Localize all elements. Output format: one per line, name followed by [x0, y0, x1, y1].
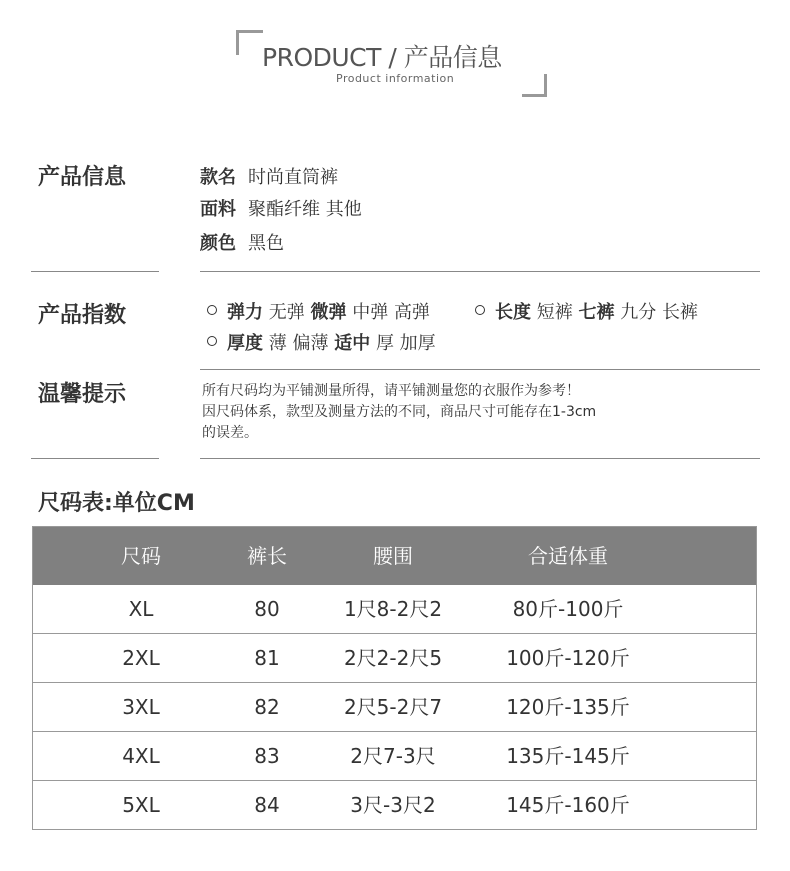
info-row-style [200, 163, 338, 189]
column-header-weight: 合适体重 [528, 544, 608, 568]
divider [31, 271, 159, 272]
index-length [475, 298, 698, 324]
page-title: PRODUCT / 产品信息 [262, 43, 502, 72]
page-subtitle: Product information [336, 72, 455, 85]
tip-line: 因尺码体系，款型及测量方法的不同，商品尺寸可能存在1-3cm [202, 404, 597, 420]
index-option: 短裤 [536, 302, 573, 323]
bullet-icon [207, 336, 217, 346]
tip-line: 所有尺码均为平铺测量所得，请平铺测量您的衣服作为参考！ [202, 383, 580, 399]
product-index-label: 产品指数 [38, 303, 127, 328]
tip-line: 的误差。 [202, 425, 258, 441]
cell-length: 83 [254, 744, 280, 768]
info-row-color [200, 229, 284, 255]
index-option: 薄 [268, 333, 287, 354]
cell-waist: 3尺-3尺2 [350, 793, 436, 817]
divider [200, 271, 760, 272]
index-option-selected: 七裤 [578, 302, 615, 323]
info-key: 面料 [200, 199, 236, 220]
table-row [33, 633, 756, 682]
index-option: 加厚 [399, 333, 436, 354]
cell-weight: 100斤-120斤 [506, 646, 630, 670]
cell-length: 80 [254, 597, 280, 621]
index-elasticity [207, 298, 430, 324]
header-corner-bottom-right [522, 74, 547, 97]
cell-waist: 2尺5-2尺7 [343, 695, 443, 719]
table-header [33, 527, 756, 585]
cell-waist: 1尺8-2尺2 [343, 597, 443, 621]
bullet-icon [207, 305, 217, 315]
cell-waist: 2尺2-2尺5 [343, 646, 443, 670]
tips-label: 温馨提示 [38, 382, 127, 407]
bullet-icon [475, 305, 485, 315]
cell-weight: 80斤-100斤 [512, 597, 624, 621]
info-key: 款名 [200, 167, 236, 188]
tips-text [202, 381, 596, 444]
table-body [33, 585, 756, 829]
divider [31, 458, 159, 459]
index-option: 高弹 [393, 302, 430, 323]
cell-size: XL [128, 597, 154, 621]
column-header-waist: 腰围 [373, 544, 413, 568]
table-row [33, 682, 756, 731]
header-corner-top-left [236, 30, 263, 55]
cell-size: 2XL [122, 646, 160, 670]
info-value: 聚酯纤维 其他 [248, 199, 362, 220]
index-option: 厚 [375, 333, 394, 354]
cell-size: 5XL [122, 793, 160, 817]
cell-length: 84 [254, 793, 280, 817]
table-row [33, 780, 756, 829]
index-name: 厚度 [227, 333, 263, 354]
size-table-heading: 尺码表:单位CM [38, 491, 195, 516]
divider [200, 369, 760, 370]
cell-size: 3XL [122, 695, 160, 719]
index-option: 偏薄 [292, 333, 329, 354]
cell-weight: 145斤-160斤 [506, 793, 630, 817]
info-value: 黑色 [248, 233, 284, 254]
table-row [33, 585, 756, 633]
index-option: 长裤 [661, 302, 698, 323]
index-option: 中弹 [352, 302, 389, 323]
cell-length: 82 [254, 695, 280, 719]
column-header-size: 尺码 [121, 544, 161, 568]
index-option: 九分 [620, 302, 657, 323]
index-thickness [207, 329, 436, 355]
divider [200, 458, 760, 459]
info-row-fabric [200, 195, 362, 221]
index-option-selected: 适中 [334, 333, 371, 354]
cell-length: 81 [254, 646, 280, 670]
info-key: 颜色 [200, 233, 236, 254]
index-name: 长度 [495, 302, 531, 323]
table-row [33, 731, 756, 780]
cell-weight: 120斤-135斤 [506, 695, 630, 719]
cell-size: 4XL [122, 744, 160, 768]
product-info-label: 产品信息 [38, 165, 127, 190]
info-value: 时尚直筒裤 [248, 167, 338, 188]
index-name: 弹力 [227, 302, 263, 323]
cell-waist: 2尺7-3尺 [350, 744, 436, 768]
index-option: 无弹 [268, 302, 305, 323]
index-option-selected: 微弹 [310, 302, 347, 323]
size-table [32, 526, 757, 830]
cell-weight: 135斤-145斤 [506, 744, 630, 768]
column-header-length: 裤长 [247, 544, 287, 568]
